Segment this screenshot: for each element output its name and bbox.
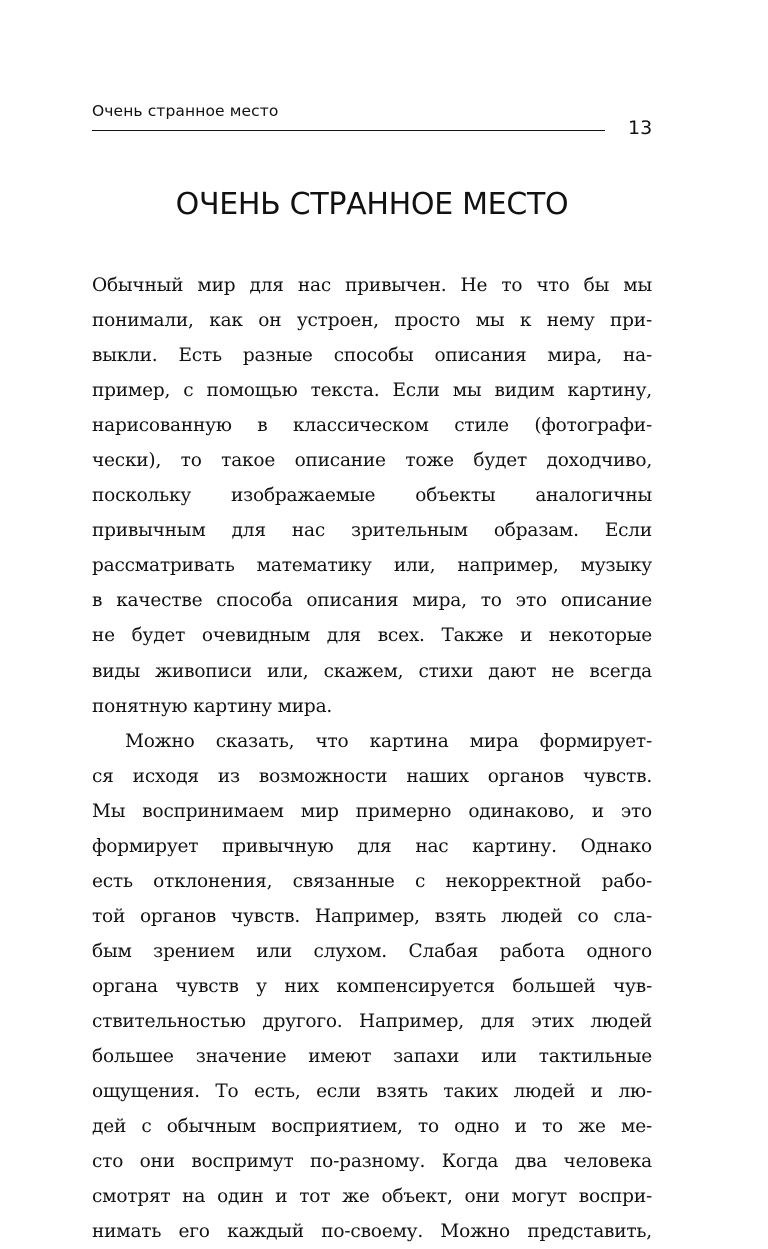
text-line: привычным для нас зрительным образам. Если: [92, 520, 652, 542]
body-text: [92, 268, 652, 1249]
text-line: Можно сказать, что картина мира формирует-: [125, 730, 652, 752]
paragraph-1: [92, 268, 652, 724]
text-line: ся исходя из возможности наших органов чувств.: [92, 765, 652, 787]
text-line: не будет очевидным для всех. Также и некоторые: [92, 625, 652, 647]
text-line: в качестве способа описания мира, то это описание: [92, 590, 652, 612]
text-line: нарисованную в классическом стиле (фотографи-: [92, 415, 652, 437]
text-line: ощущения. То есть, если взять таких людей и лю-: [92, 1081, 652, 1103]
page-number: 13: [628, 117, 653, 139]
paragraph-2: [92, 724, 652, 1249]
text-line: органа чувств у них компенсируется большей чув-: [92, 975, 652, 997]
text-line: ствительностью другого. Например, для этих людей: [92, 1010, 652, 1032]
text-line: формирует привычную для нас картину. Однако: [92, 835, 652, 857]
text-line: нимать его каждый по-своему. Можно представить,: [92, 1221, 652, 1243]
text-line: бым зрением или слухом. Слабая работа одного: [92, 940, 652, 962]
text-line: виды живописи или, скажем, стихи дают не всегда: [92, 660, 652, 682]
chapter-title: ОЧЕНЬ СТРАННОЕ МЕСТО: [175, 187, 569, 222]
text-line: смотрят на один и тот же объект, они могут воспри-: [92, 1186, 652, 1208]
text-line: сто они воспримут по-разному. Когда два человека: [92, 1151, 652, 1173]
running-head: Очень странное место: [92, 102, 279, 120]
text-line: поскольку изображаемые объекты аналогичны: [92, 485, 652, 507]
text-line: Обычный мир для нас привычен. Не то что бы мы: [92, 275, 652, 296]
header-rule: [92, 130, 605, 131]
text-line: понимали, как он устроен, просто мы к нему при-: [92, 310, 652, 332]
text-line: пример, с помощью текста. Если мы видим картину,: [92, 380, 652, 402]
text-line: рассматривать математику или, например, музыку: [92, 555, 652, 577]
text-line: дей с обычным восприятием, то одно и то же ме-: [92, 1116, 652, 1138]
text-line: большее значение имеют запахи или тактильные: [92, 1046, 652, 1068]
text-line: выкли. Есть разные способы описания мира, на-: [92, 345, 652, 367]
text-line: понятную картину мира.: [92, 695, 333, 717]
text-line: чески), то такое описание тоже будет доходчиво,: [92, 450, 652, 472]
text-line: есть отклонения, связанные с некорректной рабо-: [92, 870, 652, 892]
text-line: той органов чувств. Например, взять людей со сла-: [92, 905, 652, 927]
text-line: Мы воспринимаем мир примерно одинаково, и это: [92, 800, 652, 822]
